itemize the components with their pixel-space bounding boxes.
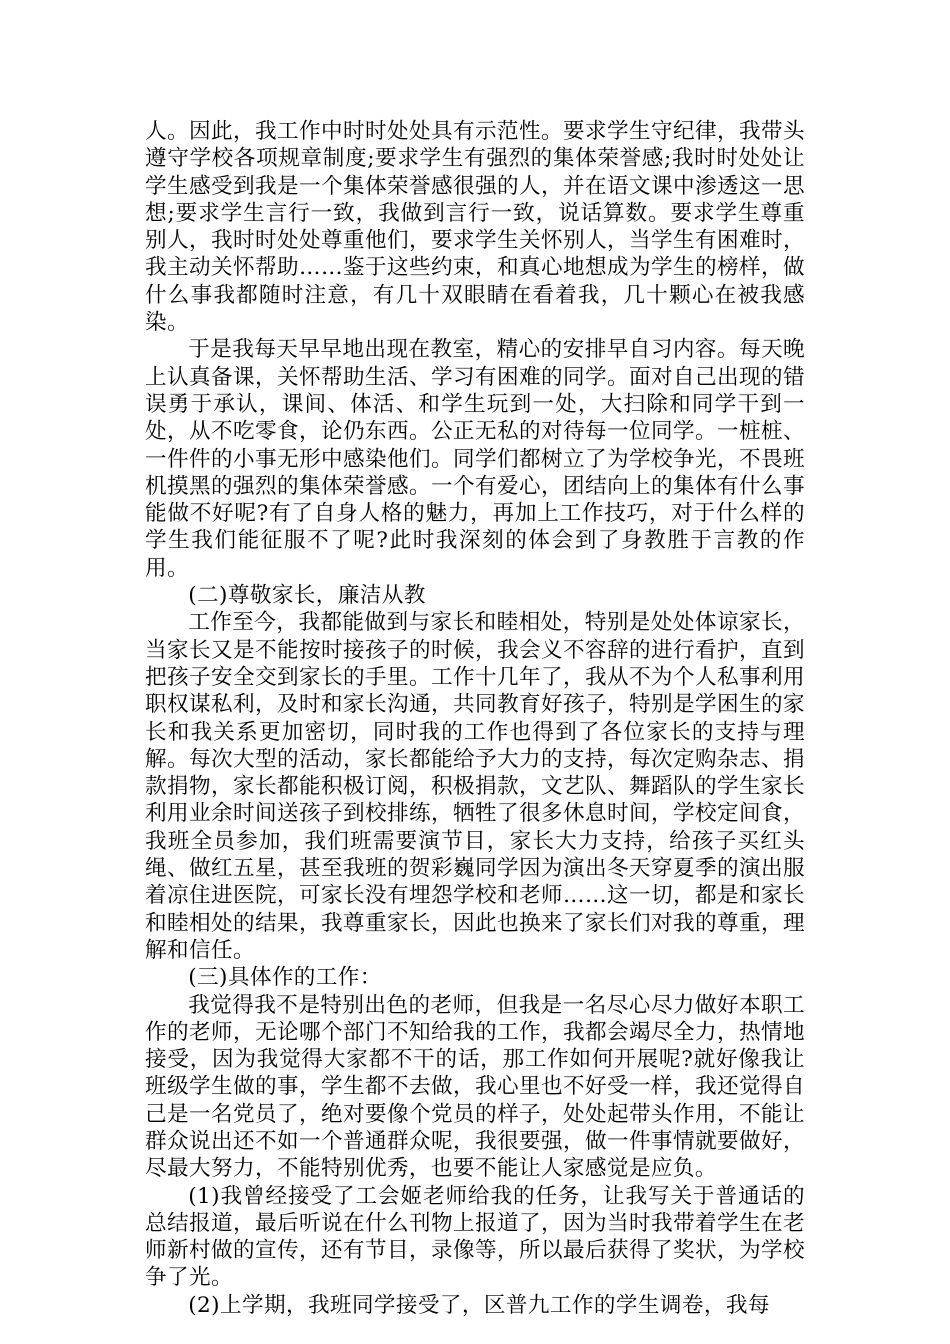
paragraph-4: 我觉得我不是特别出色的老师，但我是一名尽心尽力做好本职工作的老师，无论哪个部门不知给我的工作，我都会竭尽全力，热情地接受，因为我觉得大家都不干的话，那工作如何开展呢?就好像我让班级学生做的事，学生都不去做，我心里也不好受一样，我还觉得自己是一名党员了，绝对要像个党员的样子，处处起带头作用，不能让群众说出还不如一个普通群众呢，我很要强，做一件事情就要做好，尽最大努力，不能特别优秀，也要不能让人家感觉是应负。 [145, 992, 805, 1182]
paragraph-2: 于是我每天早早地出现在教室，精心的安排早自习内容。每天晚上认真备课，关怀帮助生活、学习有困难的同学。面对自己出现的错误勇于承认，课间、体活、和学生玩到一处，大扫除和同学干到一处，从不吃零食，论仍东西。公正无私的对待每一位同学。一桩桩、一件件的小事无形中感染他们。同学们都树立了为学校争光，不畏班机摸黑的强烈的集体荣誉感。一个有爱心，团结向上的集体有什么事能做不好呢?有了自身人格的魅力，再加上工作技巧，对于什么样的学生我们能征服不了呢?此时我深刻的体会到了身教胜于言教的作用。 [145, 337, 805, 581]
paragraph-1: 人。因此，我工作中时时处处具有示范性。要求学生守纪律，我带头遵守学校各项规章制度;要求学生有强烈的集体荣誉感;我时时处处让学生感受到我是一个集体荣誉感很强的人，并在语文课中渗透这一思想;要求学生言行一致，我做到言行一致，说话算数。要求学生尊重别人，我时时处处尊重他们，要求学生关怀别人，当学生有困难时，我主动关怀帮助……鉴于这些约束，和真心地想成为学生的榜样，做什么事我都随时注意，有几十双眼睛在看着我，几十颗心在被我感染。 [145, 119, 805, 336]
document-page [145, 118, 805, 1319]
section-heading-3: (三)具体作的工作： [188, 965, 382, 991]
section-heading-2: (二)尊敬家长，廉洁从教 [188, 583, 426, 609]
paragraph-3: 工作至今，我都能做到与家长和睦相处，特别是处处体谅家长，当家长又是不能按时接孩子的时候，我会义不容辞的进行看护，直到把孩子安全交到家长的手里。工作十几年了，我从不为个人私事利用职权谋私利，及时和家长沟通，共同教育好孩子，特别是学困生的家长和我关系更加密切，同时我的工作也得到了各位家长的支持与理解。每次大型的活动，家长都能给予大力的支持，每次定购杂志、捐款捐物，家长都能积极订阅，积极捐款，文艺队、舞蹈队的学生家长利用业余时间送孩子到校排练，牺牲了很多休息时间，学校定间食，我班全员参加，我们班需要演节目，家长大力支持，给孩子买红头绳、做红五星，甚至我班的贺彩巍同学因为演出冬天穿夏季的演出服着凉住进医院，可家长没有埋怨学校和老师……这一切，都是和家长和睦相处的结果，我尊重家长，因此也换来了家长们对我的尊重，理解和信任。 [145, 610, 805, 963]
list-item-2: (2)上学期，我班同学接受了，区普九工作的学生调卷，我每 [188, 1292, 770, 1318]
list-item-1: (1)我曾经接受了工会姬老师给我的任务，让我写关于普通话的总结报道，最后听说在什么刊物上报道了，因为当时我带着学生在老师新村做的宣传，还有节目，录像等，所以最后获得了奖状，为学校争了光。 [145, 1183, 805, 1291]
